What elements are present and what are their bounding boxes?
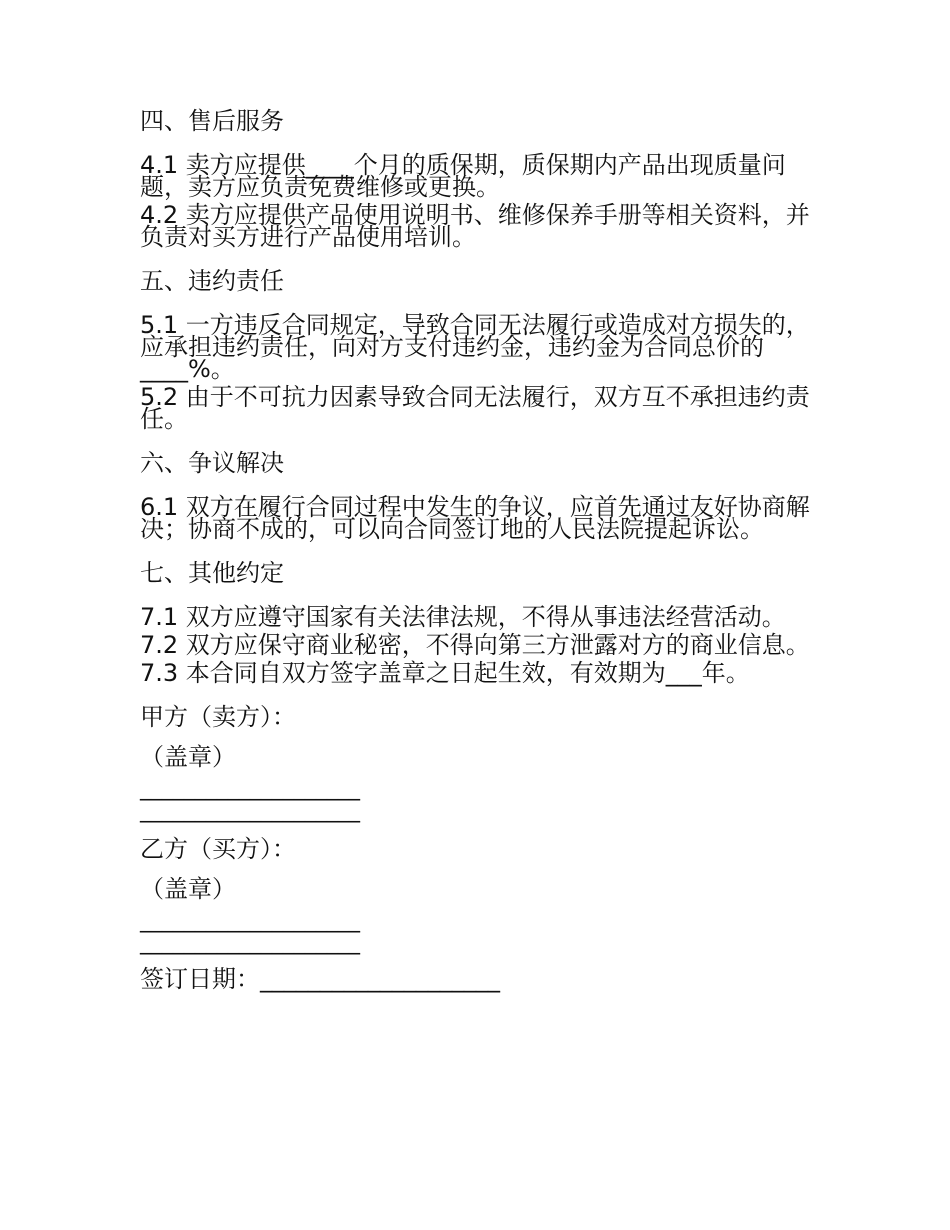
section-other	[140, 556, 820, 687]
clause-5-2: 5.2 由于不可抗力因素导致合同无法履行，双方互不承担违约责任。	[140, 383, 810, 433]
clause-7-2: 7.2 双方应保守商业秘密，不得向第三方泄露对方的商业信息。	[140, 631, 810, 659]
party-b-seal: （盖章）	[140, 875, 236, 903]
section-heading: 五、违约责任	[140, 267, 284, 295]
party-a-signature-line: ____________________	[140, 798, 360, 823]
section-heading: 四、售后服务	[140, 107, 284, 135]
party-b-signature-line: ____________________	[140, 930, 360, 955]
signing-date: 签订日期：____________________	[140, 965, 500, 993]
party-a-signature-line: ____________________	[140, 776, 360, 801]
section-breach	[140, 264, 820, 433]
section-heading: 七、其他约定	[140, 559, 284, 587]
section-heading: 六、争议解决	[140, 449, 284, 477]
signature-party-b	[140, 832, 820, 954]
signature-party-a	[140, 700, 820, 822]
party-a-seal: （盖章）	[140, 743, 236, 771]
clause-4-1: 4.1 卖方应提供____个月的质保期，质保期内产品出现质量问题，卖方应负责免费维修或更换。	[140, 151, 786, 201]
clause-4-2: 4.2 卖方应提供产品使用说明书、维修保养手册等相关资料，并负责对买方进行产品使用培训。	[140, 201, 810, 251]
section-dispute	[140, 446, 820, 543]
clause-6-1: 6.1 双方在履行合同过程中发生的争议，应首先通过友好协商解决；协商不成的，可以向合同签订地的人民法院提起诉讼。	[140, 493, 810, 543]
party-b-label: 乙方（买方）：	[140, 835, 296, 863]
contract-body	[140, 104, 820, 996]
clause-7-3: 7.3 本合同自双方签字盖章之日起生效，有效期为___年。	[140, 659, 750, 687]
clause-7-1: 7.1 双方应遵守国家有关法律法规，不得从事违法经营活动。	[140, 603, 786, 631]
party-a-label: 甲方（卖方）：	[140, 703, 296, 731]
section-after-sales	[140, 104, 820, 251]
clause-5-1: 5.1 一方违反合同规定，导致合同无法履行或造成对方损失的，应承担违约责任，向对方支付违约金，违约金为合同总价的____%。	[140, 311, 810, 383]
party-b-signature-line: ____________________	[140, 908, 360, 933]
